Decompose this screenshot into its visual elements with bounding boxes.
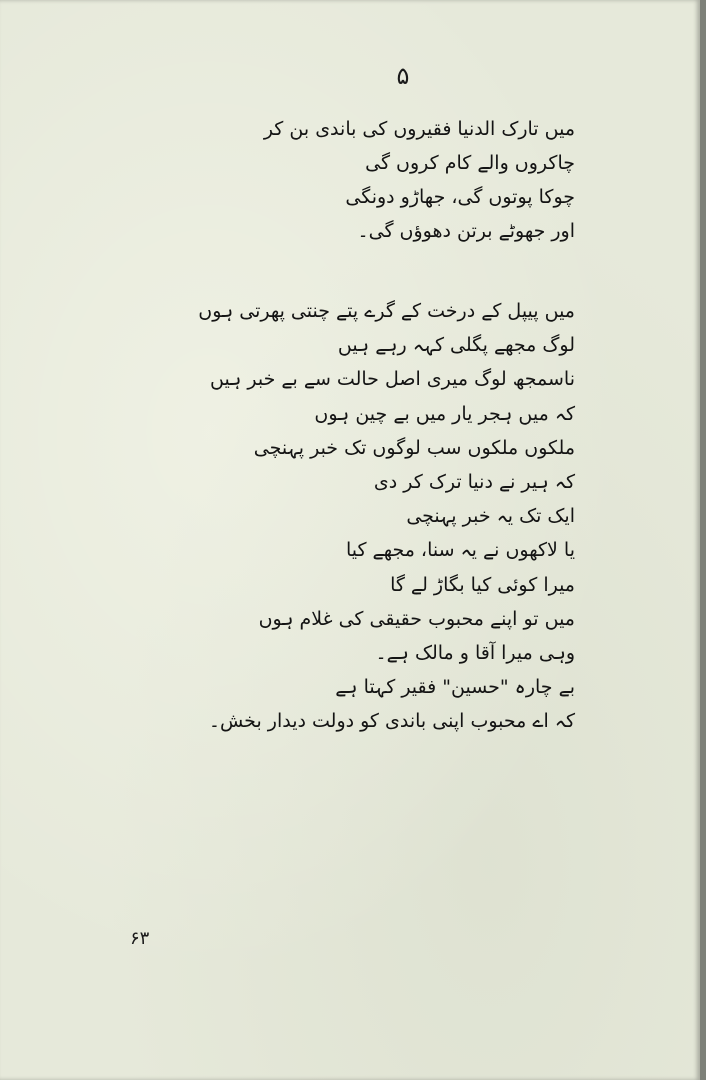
poem-line: ملکوں ملکوں سب لوگوں تک خبر پہنچی [253,436,575,459]
poem-line: وہی میرا آقا و مالک ہے۔ [375,641,575,664]
poem-line: چاکروں والے کام کروں گی [365,152,575,174]
poem-line: ایک تک یہ خبر پہنچی [406,505,575,528]
poem-line: چوکا پوتوں گی، جھاڑو دونگی [345,186,575,208]
poem-line: میں تو اپنے محبوب حقیقی کی غلام ہوں [258,607,575,630]
stanza-2 [198,294,575,738]
stanza-1 [264,112,575,248]
poem-line: کہ میں ہجر یار میں بے چین ہوں [314,402,575,425]
poem-line: اور جھوٹے برتن دھوؤں گی۔ [357,220,575,242]
poem-line: بے چارہ "حسین" فقیر کہتا ہے [335,676,575,699]
poem-number: ۵ [396,62,410,90]
poem-line: لوگ مجھے پگلی کہہ رہے ہیں [337,334,575,357]
poem-line: میں پیپل کے درخت کے گرے پتے چنتی پھرتی ہوں [198,300,575,322]
poem-line: میرا کوئی کیا بگاڑ لے گا [390,573,575,596]
page-edge-shadow [700,0,706,1080]
poem-line: کہ ہیر نے دنیا ترک کر دی [373,470,575,493]
poem-line: یا لاکھوں نے یہ سنا، مجھے کیا [345,539,575,562]
poem-line: ناسمجھ لوگ میری اصل حالت سے بے خبر ہیں [210,368,575,391]
poem-line: میں تارک الدنیا فقیروں کی باندی بن کر [263,118,575,140]
page-number: ۶۳ [130,928,150,949]
poem-line: کہ اے محبوب اپنی باندی کو دولت دیدار بخش۔ [208,710,575,733]
